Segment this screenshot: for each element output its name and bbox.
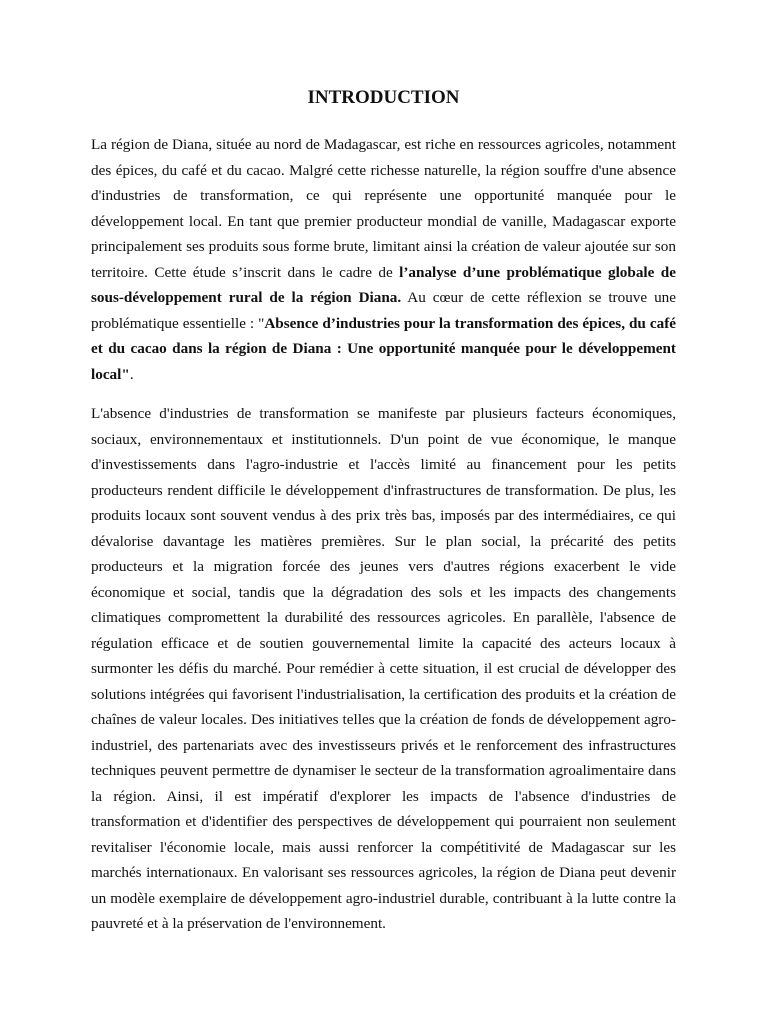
paragraph-1-text-part-2: Au cœur de cette réflexion se trouve une problématique essentielle : " — [91, 289, 676, 332]
paragraph-1-text-part-3: . — [129, 365, 134, 383]
paragraph-1-bold-part-2: Absence d’industries pour la transformation des épices, du café et du cacao dans la région de Diana : Une opportunité manquée pour le développement local" — [91, 314, 676, 383]
paragraph-1-text-part-1: La région de Diana, située au nord de Madagascar, est riche en ressources agricoles, notamment des épices, du café et du cacao. Malgré cette richesse naturelle, la région souffre d'une absence d'industries de transformation, ce qui représente une opportunité manquée pour le développement local. En tant que premier producteur mondial de vanille, Madagascar exporte principalement ses produits sous forme brute, limitant ainsi la création de valeur ajoutée sur son territoire. Cette étude s’inscrit dans le cadre de — [91, 136, 676, 281]
intro-paragraph-1 — [91, 132, 676, 387]
page-title: INTRODUCTION — [307, 87, 460, 108]
intro-paragraph-2: L'absence d'industries de transformation se manifeste par plusieurs facteurs économiques, sociaux, environnementaux et institutionnels. D'un point de vue économique, le manque d'investissements dans l'agro-industrie et l'accès limité au financement pour les petits producteurs rendent difficile le développement d'infrastructures de transformation. De plus, les produits locaux sont souvent vendus à des prix très bas, imposés par des intermédiaires, ce qui dévalorise davantage les matières premières. Sur le plan social, la précarité des petits producteurs et la migration forcée des jeunes vers d'autres régions exacerbent le vide économique et social, tandis que la dégradation des sols et les impacts des changements climatiques compromettent la durabilité des ressources agricoles. En parallèle, l'absence de régulation efficace et de soutien gouvernemental limite la capacité des acteurs locaux à surmonter les défis du marché. Pour remédier à cette situation, il est crucial de développer des solutions intégrées qui favorisent l'industrialisation, la certification des produits et la création de chaînes de valeur locales. Des initiatives telles que la création de fonds de développement agro-industriel, des partenariats avec des investisseurs privés et le renforcement des infrastructures techniques peuvent permettre de dynamiser le secteur de la transformation agroalimentaire dans la région. Ainsi, il est impératif d'explorer les impacts de l'absence d'industries de transformation et d'identifier des perspectives de développement qui pourraient non seulement revitaliser l'économie locale, mais aussi renforcer la compétitivité de Madagascar sur les marchés internationaux. En valorisant ses ressources agricoles, la région de Diana peut devenir un modèle exemplaire de développement agro-industriel durable, contribuant à la lutte contre la pauvreté et à la préservation de l'environnement. — [91, 405, 676, 932]
paragraph-1-bold-part-1: l’analyse d’une problématique globale de sous-développement rural de la région Diana. — [91, 263, 676, 306]
